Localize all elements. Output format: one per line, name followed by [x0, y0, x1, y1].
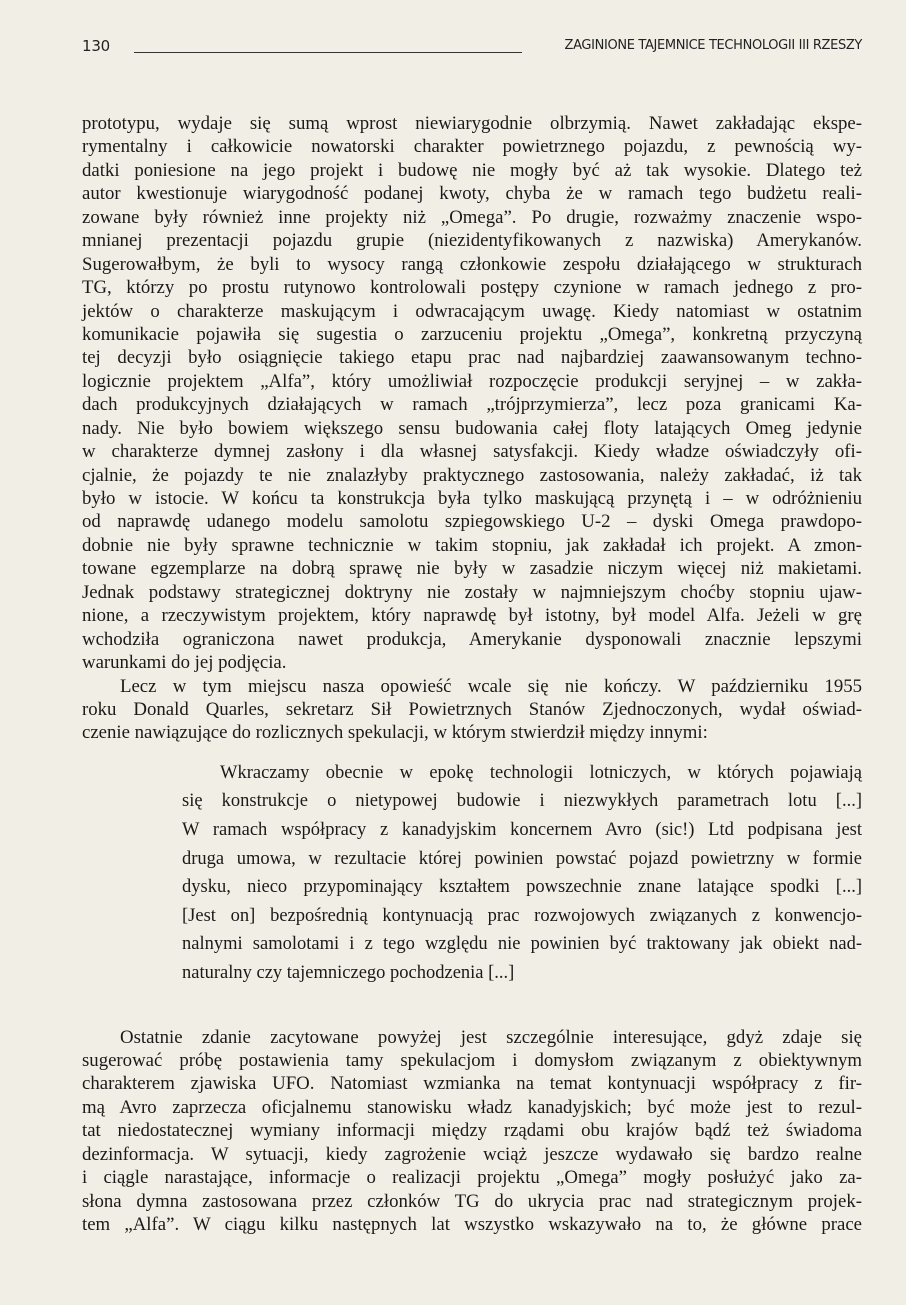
text-line: słona dymna zastosowana przez członków TG do ukrycia prac nad strategicznym projek- [82, 1190, 862, 1212]
text-line: tat niedostatecznej wymiany informacji między rządami obu krajów bądź też świadoma [82, 1120, 862, 1142]
quote-line: naturalny czy tajemniczego pochodzenia [...] [182, 962, 515, 983]
text-line: komunikacie pojawiła się sugestia o zarzuceniu projektu „Omega”, konkretną przyczyną [82, 323, 862, 345]
text-line: Sugerowałbym, że byli to wysocy rangą członkowie zespołu działającego w strukturach [82, 253, 862, 275]
text-line: tej decyzji było osiągnięcie takiego etapu prac nad najbardziej zaawansowanym techno- [82, 347, 862, 369]
quote-line: W ramach współpracy z kanadyjskim koncernem Avro (sic!) Ltd podpisana jest [182, 820, 862, 840]
text-line: mnianej prezentacji pojazdu grupie (niezidentyfikowanych z nazwiska) Amerykanów. [82, 230, 862, 252]
text-line: datki poniesione na jego projekt i budowę nie mogły być aż tak wysokie. Dlatego też [82, 159, 862, 181]
body-text [82, 112, 862, 1237]
text-line: zowane były również inne projekty niż „Omega”. Po drugie, rozważmy znaczenie wspo- [82, 206, 862, 228]
text-line: autor kwestionuje wiarygodność podanej kwoty, chyba że w ramach tego budżetu reali- [82, 183, 862, 205]
spacer [82, 988, 862, 1026]
text-line: charakterem zjawiska UFO. Natomiast wzmianka na temat kontynuacji współpracy z fir- [82, 1073, 862, 1095]
text-line: towane egzemplarze na dobrą sprawę nie były w zasadzie niczym więcej niż makietami. [82, 558, 862, 580]
text-line: dobnie nie były sprawne technicznie w takim stopniu, jak zakładał ich projekt. A zmon- [82, 534, 862, 556]
page-number: 130 [82, 37, 111, 55]
block-quote [182, 759, 862, 988]
quote-line: dysku, nieco przypominający kształtem powszechnie znane latające spodki [...] [182, 877, 862, 898]
text-line: nady. Nie było bowiem większego sensu budowania całej floty latających Omeg jedynie [82, 417, 862, 439]
quote-line: [Jest on] bezpośrednią kontynuacją prac rozwojowych związanych z konwencjo- [182, 905, 862, 926]
paragraph-1 [82, 112, 862, 675]
text-line: prototypu, wydaje się sumą wprost niewiarygodnie olbrzymią. Nawet zakładając ekspe- [82, 113, 862, 134]
quote-line: się konstrukcje o nietypowej budowie i niezwykłych parametrach lotu [...] [182, 791, 862, 812]
text-line: tem „Alfa”. W ciągu kilku następnych lat wszystko wskazywało na to, że główne prace [82, 1214, 862, 1236]
text-line: Ostatnie zdanie zacytowane powyżej jest szczególnie interesujące, gdyż zdaje się [120, 1026, 862, 1048]
text-line: i ciągle narastające, informacje o realizacji projektu „Omega” mogły posłużyć jako za- [82, 1167, 862, 1189]
text-line: roku Donald Quarles, sekretarz Sił Powietrznych Stanów Zjednoczonych, wydał oświad- [82, 698, 862, 720]
text-line: rymentalny i całkowicie nowatorski charakter powietrznego pojazdu, z pewnością wy- [82, 136, 862, 158]
text-line: mą Avro zaprzecza oficjalnemu stanowisku władz kanadyjskich; być może jest to rezul- [82, 1096, 862, 1118]
text-line: TG, którzy po prostu rutynowo kontrolowali postępy czynione w ramach jednego z pro- [82, 277, 862, 299]
paragraph-2 [82, 675, 862, 745]
text-line: Lecz w tym miejscu nasza opowieść wcale się nie kończy. W październiku 1955 [120, 675, 862, 697]
quote-line: nalnymi samolotami i z tego względu nie powinien być traktowany jak obiekt nad- [182, 934, 862, 955]
text-line: od naprawdę udanego modelu samolotu szpiegowskiego U-2 – dyski Omega prawdopo- [82, 511, 862, 533]
page-header [82, 36, 862, 60]
text-line: sugerować próbę postawienia tamy spekulacjom i domysłom związanym z obiektywnym [82, 1050, 862, 1071]
text-line: warunkami do jej podjęcia. [82, 652, 287, 674]
quote-line: Wkraczamy obecnie w epokę technologii lotniczych, w których pojawiają [220, 762, 862, 783]
text-line: w charakterze dymnej zasłony i dla własnej satysfakcji. Kiedy władze oświadczyły ofi- [82, 441, 862, 463]
paragraph-3 [82, 1026, 862, 1237]
running-title: ZAGINIONE TAJEMNICE TECHNOLOGII III RZESZY [564, 38, 862, 53]
text-line: cjalnie, że pojazdy te nie znalazłyby praktycznego zastosowania, należy zakładać, iż tak [82, 464, 862, 486]
header-rule [134, 52, 522, 53]
text-line: było w istocie. W końcu ta konstrukcja była tylko maskującą przynętą i – w odróżnieniu [82, 488, 862, 509]
text-line: jektów o charakterze maskującym i odwracającym uwagę. Kiedy natomiast w ostatnim [82, 300, 862, 322]
quote-line: druga umowa, w rezultacie której powinien powstać pojazd powietrzny w formie [182, 848, 862, 869]
text-line: nione, a rzeczywistym projektem, który naprawdę był istotny, był model Alfa. Jeżeli w grę [82, 605, 862, 627]
text-line: czenie nawiązujące do rozlicznych spekulacji, w którym stwierdził między innymi: [82, 722, 708, 744]
text-line: wchodziła ograniczona nawet produkcja, Amerykanie dysponowali znacznie lepszymi [82, 628, 862, 650]
text-line: dezinformacja. W sytuacji, kiedy zagrożenie wciąż jeszcze wydawało się bardzo realne [82, 1143, 862, 1165]
text-line: Jednak podstawy strategicznej doktryny nie zostały w najmniejszym choćby stopniu ujaw- [82, 581, 862, 603]
text-line: dach produkcyjnych działających w ramach „trójprzymierza”, lecz poza granicami Ka- [82, 394, 862, 416]
text-line: logicznie projektem „Alfa”, który umożliwiał rozpoczęcie produkcji seryjnej – w zakła- [82, 370, 862, 392]
